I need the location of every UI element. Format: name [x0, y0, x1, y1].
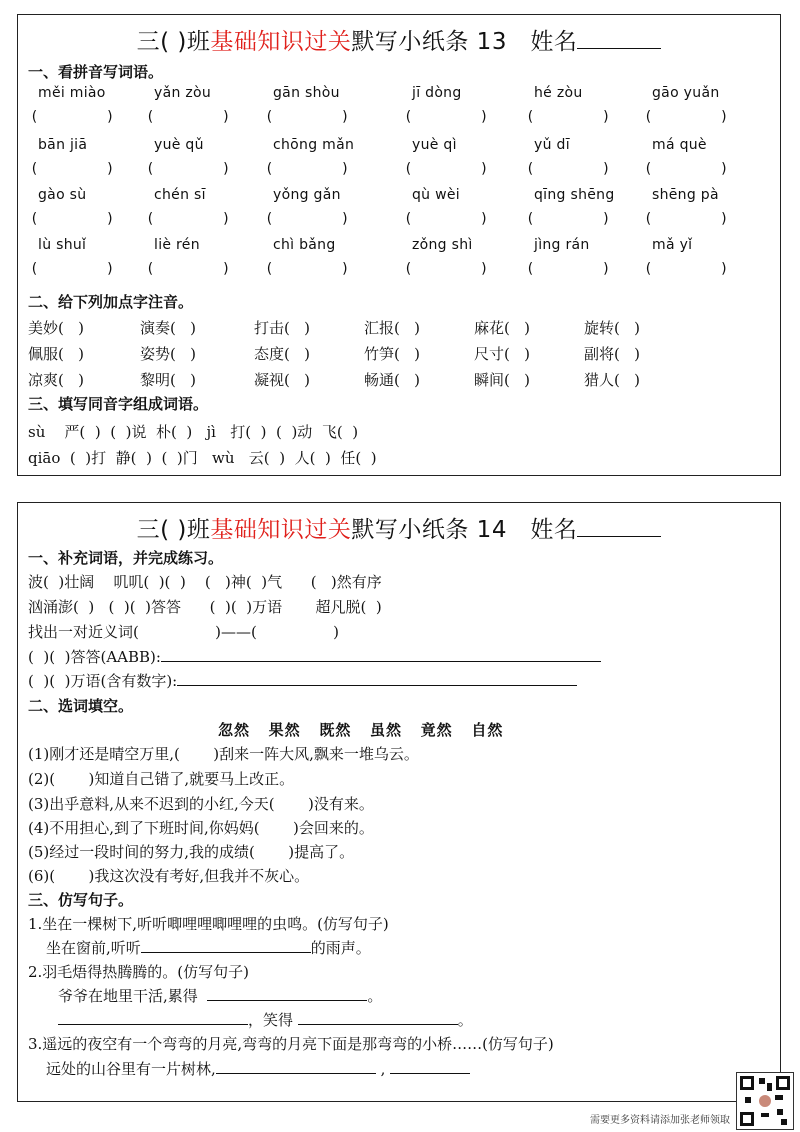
qr-module: [775, 1095, 783, 1100]
worksheet-14: [17, 502, 781, 1102]
title-rest: 默写小纸条 14: [351, 517, 507, 543]
answer-parentheses[interactable]: ( ): [30, 109, 115, 125]
answer-parentheses[interactable]: ( ): [644, 261, 729, 277]
answer-parentheses[interactable]: ( ): [644, 211, 729, 227]
pinyin-word: yuè qǔ: [154, 137, 204, 153]
imitate-2-prompt: 2.羽毛焐得热腾腾的。(仿写句子): [28, 963, 250, 981]
imitate-2-mid: ，笑得: [248, 1011, 294, 1029]
answer-parentheses[interactable]: ( ): [526, 109, 611, 125]
aabb-blank[interactable]: [161, 647, 601, 662]
zhuyin-item[interactable]: 凉爽( ): [28, 371, 85, 389]
answer-parentheses[interactable]: ( ): [265, 211, 350, 227]
imitate-3-comma: ,: [380, 1060, 386, 1078]
answer-parentheses[interactable]: ( ): [265, 109, 350, 125]
fill-q3[interactable]: (3)出乎意料,从来不迟到的小红,今天( )没有来。: [28, 795, 374, 813]
pinyin-word: yǎn zòu: [154, 85, 212, 101]
name-label: 姓名: [530, 517, 578, 543]
pinyin-word: gān shòu: [273, 85, 340, 101]
s14-section-1-heading: 一、补充词语，并完成练习。: [28, 549, 224, 567]
zhuyin-item[interactable]: 黎明( ): [140, 371, 197, 389]
number-idiom-label: ( )( )万语(含有数字):: [28, 672, 178, 690]
qr-module: [745, 1097, 751, 1103]
pinyin-word: chōng mǎn: [273, 137, 355, 153]
s14-section-2-heading: 二、选词填空。: [28, 697, 134, 715]
answer-parentheses[interactable]: ( ): [30, 161, 115, 177]
section-2-heading: 二、给下列加点字注音。: [28, 293, 194, 311]
zhuyin-item[interactable]: 态度( ): [254, 345, 311, 363]
zhuyin-item[interactable]: 凝视( ): [254, 371, 311, 389]
zhuyin-item[interactable]: 旋转( ): [584, 319, 641, 337]
imitate-2-answer-b[interactable]: [58, 1009, 473, 1030]
pinyin-word: qīng shēng: [534, 187, 615, 203]
pinyin-word: zǒng shì: [412, 237, 473, 253]
imitate-1-prompt: 1.坐在一棵树下,听听唧哩哩唧哩哩的虫鸣。(仿写句子): [28, 915, 389, 933]
answer-parentheses[interactable]: ( ): [265, 261, 350, 277]
fill-q1[interactable]: (1)刚才还是晴空万里,( )刮来一阵大风,飘来一堆乌云。: [28, 745, 419, 763]
zhuyin-item[interactable]: 副将( ): [584, 345, 641, 363]
pinyin-word: hé zòu: [534, 85, 583, 101]
answer-parentheses[interactable]: ( ): [644, 109, 729, 125]
zhuyin-item[interactable]: 尺寸( ): [474, 345, 531, 363]
answer-parentheses[interactable]: ( ): [30, 211, 115, 227]
tongyin-row-2[interactable]: qiāo ( )打 静( ) ( )门 wù 云( ) 人( ) 任( ): [28, 449, 377, 467]
synonym-line[interactable]: 找出一对近义词( )——( ): [28, 623, 339, 641]
number-idiom-blank[interactable]: [177, 671, 577, 686]
imitate-1-answer[interactable]: [46, 937, 371, 958]
answer-parentheses[interactable]: ( ): [526, 211, 611, 227]
imitate-3-pre: 远处的山谷里有一片树林,: [46, 1060, 216, 1078]
imitate-2-post: 。: [367, 987, 383, 1005]
zhuyin-item[interactable]: 畅通( ): [364, 371, 421, 389]
zhuyin-item[interactable]: 打击( ): [254, 319, 311, 337]
fill-q2[interactable]: (2)( )知道自己错了,就要马上改正。: [28, 770, 295, 788]
qr-module: [759, 1078, 765, 1084]
pinyin-word: bān jiā: [38, 137, 88, 153]
imitate-3-prompt: 3.遥远的夜空有一个弯弯的月亮,弯弯的月亮下面是那弯弯的小桥……(仿写句子): [28, 1035, 554, 1053]
title-highlight: 基础知识过关: [210, 517, 352, 543]
worksheet-13: [17, 14, 781, 476]
tongyin-row-1[interactable]: sù 严( ) ( )说 朴( ) jì 打( ) ( )动 飞( ): [28, 423, 359, 441]
pinyin-word: má què: [652, 137, 707, 153]
qr-module: [761, 1113, 769, 1117]
imitate-1-pre: 坐在窗前,听听: [46, 939, 141, 957]
answer-parentheses[interactable]: ( ): [146, 261, 231, 277]
pinyin-word: liè rén: [154, 237, 200, 253]
answer-parentheses[interactable]: ( ): [30, 261, 115, 277]
zhuyin-item[interactable]: 汇报( ): [364, 319, 421, 337]
qr-module: [777, 1109, 783, 1115]
answer-parentheses[interactable]: ( ): [404, 109, 489, 125]
zhuyin-item[interactable]: 美妙( ): [28, 319, 85, 337]
pinyin-word: gāo yuǎn: [652, 85, 720, 101]
s14-section-3-heading: 三、仿写句子。: [28, 891, 134, 909]
imitate-1-blank[interactable]: [141, 938, 311, 953]
class-label: 三( )班: [136, 517, 211, 543]
answer-parentheses[interactable]: ( ): [526, 161, 611, 177]
qr-module: [781, 1119, 787, 1125]
name-blank[interactable]: [577, 518, 661, 537]
answer-parentheses[interactable]: ( ): [146, 211, 231, 227]
word-bank: 忽然 果然 既然 虽然 竟然 自然: [218, 721, 504, 739]
pinyin-word: chì bǎng: [273, 237, 336, 253]
pinyin-word: yǔ dī: [534, 137, 570, 153]
section-1-heading: 一、看拼音写词语。: [28, 63, 164, 81]
answer-parentheses[interactable]: ( ): [146, 109, 231, 125]
zhuyin-item[interactable]: 竹笋( ): [364, 345, 421, 363]
section-3-heading: 三、填写同音字组成词语。: [28, 395, 209, 413]
pinyin-word: yǒng gǎn: [273, 187, 341, 203]
qr-code-icon[interactable]: [736, 1072, 794, 1130]
name-label: 姓名: [530, 29, 578, 55]
sheet-14-title: [18, 511, 780, 544]
imitate-3-blank-a[interactable]: [216, 1059, 376, 1074]
name-blank[interactable]: [577, 30, 661, 49]
idiom-line-1[interactable]: 波( )壮阔 叽叽( )( ) ( )神( )气 ( )然有序: [28, 573, 382, 591]
pinyin-word: jī dòng: [412, 85, 462, 101]
answer-parentheses[interactable]: ( ): [526, 261, 611, 277]
title-highlight: 基础知识过关: [210, 29, 352, 55]
zhuyin-item[interactable]: 演奏( ): [140, 319, 197, 337]
avatar: [759, 1095, 771, 1107]
answer-parentheses[interactable]: ( ): [404, 161, 489, 177]
pinyin-word: gào sù: [38, 187, 87, 203]
imitate-2-blank-a[interactable]: [207, 986, 367, 1001]
qr-finder: [740, 1076, 754, 1090]
zhuyin-item[interactable]: 麻花( ): [474, 319, 531, 337]
imitate-2-blank-b[interactable]: [58, 1010, 248, 1025]
pinyin-word: mǎ yǐ: [652, 237, 693, 253]
footer-note: 需要更多资料请添加张老师领取: [590, 1115, 730, 1126]
imitate-3-answer[interactable]: [46, 1058, 470, 1079]
pinyin-word: jìng rán: [534, 237, 590, 253]
aabb-line[interactable]: [28, 646, 601, 667]
imitate-2-pre: 爷爷在地里干活,累得: [58, 987, 198, 1005]
qr-finder: [776, 1076, 790, 1090]
answer-parentheses[interactable]: ( ): [146, 161, 231, 177]
qr-finder: [740, 1112, 754, 1126]
pinyin-word: měi miào: [38, 85, 106, 101]
fill-q5[interactable]: (5)经过一段时间的努力,我的成绩( )提高了。: [28, 843, 355, 861]
pinyin-word: yuè qì: [412, 137, 457, 153]
zhuyin-item[interactable]: 猎人( ): [584, 371, 641, 389]
imitate-2-end: 。: [457, 1011, 473, 1029]
pinyin-word: shēng pà: [652, 187, 719, 203]
answer-parentheses[interactable]: ( ): [644, 161, 729, 177]
sheet-13-title: [18, 23, 780, 56]
imitate-2-answer[interactable]: [58, 985, 382, 1006]
zhuyin-item[interactable]: 瞬间( ): [474, 371, 531, 389]
idiom-line-2[interactable]: 汹涌澎( ) ( )( )答答 ( )( )万语 超凡脱( ): [28, 598, 382, 616]
answer-parentheses[interactable]: ( ): [404, 261, 489, 277]
zhuyin-item[interactable]: 佩服( ): [28, 345, 85, 363]
pinyin-word: qù wèi: [412, 187, 460, 203]
imitate-1-post: 的雨声。: [310, 939, 371, 957]
imitate-3-blank-b[interactable]: [390, 1059, 470, 1074]
fill-q4[interactable]: (4)不用担心,到了下班时间,你妈妈( )会回来的。: [28, 819, 374, 837]
title-rest: 默写小纸条 13: [351, 29, 507, 55]
fill-q6[interactable]: (6)( )我这次没有考好,但我并不灰心。: [28, 867, 310, 885]
class-label: 三( )班: [136, 29, 211, 55]
qr-module: [767, 1083, 772, 1091]
zhuyin-item[interactable]: 姿势( ): [140, 345, 197, 363]
number-idiom-line[interactable]: [28, 670, 577, 691]
imitate-2-blank-c[interactable]: [298, 1010, 458, 1025]
answer-parentheses[interactable]: ( ): [404, 211, 489, 227]
pinyin-word: chén sī: [154, 187, 206, 203]
answer-parentheses[interactable]: ( ): [265, 161, 350, 177]
pinyin-word: lù shuǐ: [38, 237, 87, 253]
aabb-label: ( )( )答答(AABB):: [28, 648, 161, 666]
